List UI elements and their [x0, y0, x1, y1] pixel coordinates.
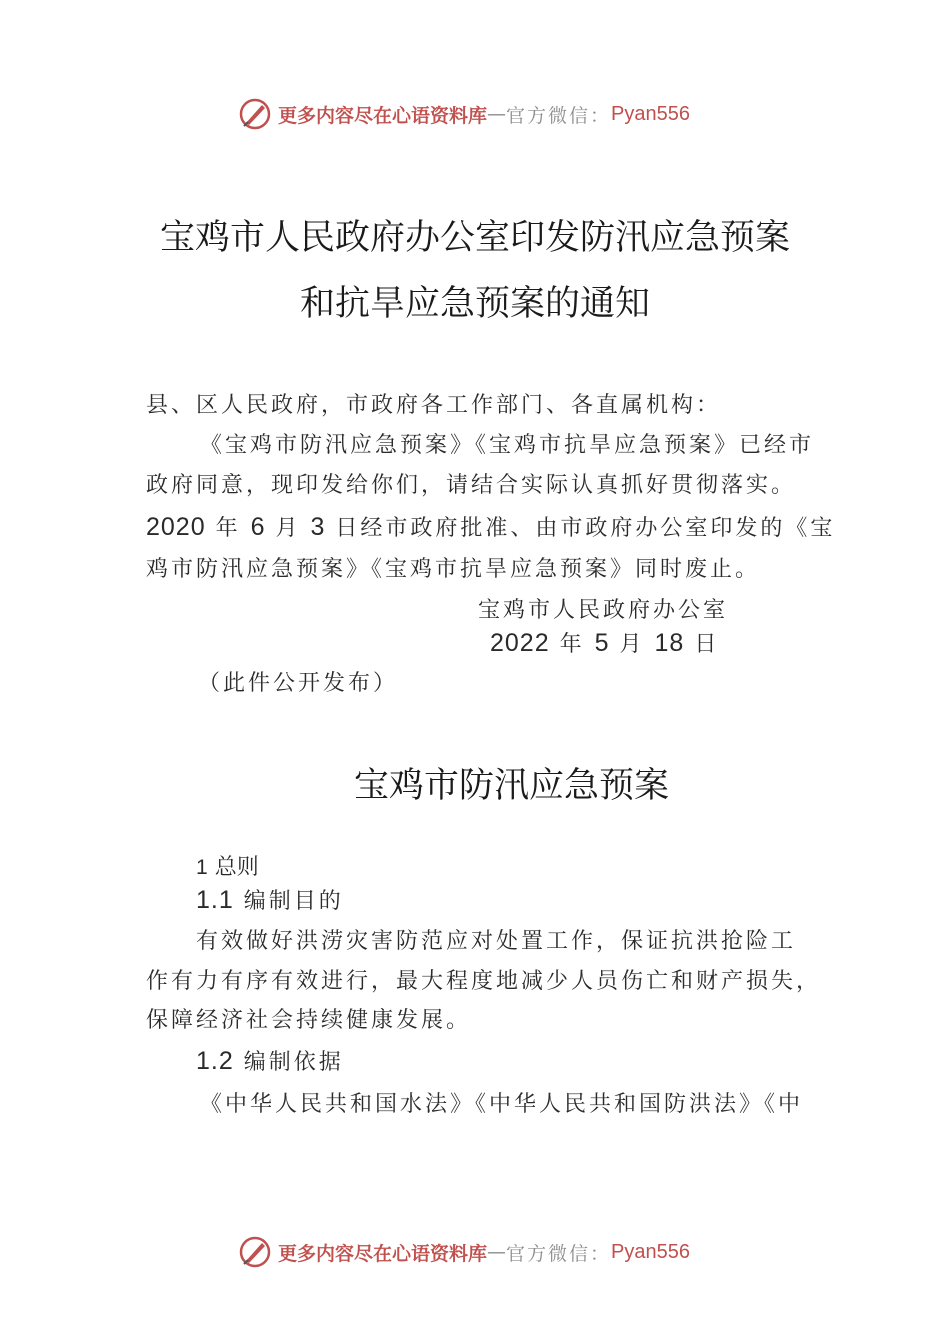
- section-1-heading: [196, 850, 259, 881]
- notice-para2-line2: 鸡市防汛应急预案》《宝鸡市抗旱应急预案》同时废止。: [146, 557, 761, 582]
- notice-title-line2: 和抗旱应急预案的通知: [300, 284, 651, 324]
- section-1-1-line1: 有效做好洪涝灾害防范应对处置工作，保证抗洪抢险工: [196, 929, 797, 954]
- repeal-month-unit: 月: [265, 516, 311, 541]
- notice-date: [490, 627, 719, 658]
- section-1-1-number: 1.1: [196, 886, 234, 914]
- watermark-wechat-id: Pyan556: [611, 102, 690, 125]
- notice-disclosure: （此件公开发布）: [198, 671, 399, 696]
- notice-addressee: 县、区人民政府，市政府各工作部门、各直属机构：: [146, 393, 722, 418]
- section-1-1-line3: 保障经济社会持续健康发展。: [146, 1008, 472, 1033]
- section-1-1-label: 编制目的: [233, 889, 344, 914]
- repeal-day: 3: [310, 513, 326, 541]
- date-year: 2022: [490, 629, 550, 657]
- repeal-year: 2020: [146, 513, 206, 541]
- date-month: 5: [594, 629, 610, 657]
- section-1-2-line1: 《中华人民共和国水法》《中华人民共和国防洪法》《中: [200, 1092, 804, 1117]
- date-month-unit: 月: [609, 632, 655, 657]
- plan-title: 宝鸡市防汛应急预案: [354, 766, 670, 806]
- repeal-text: 日经市政府批准、由市政府办公室印发的《宝: [325, 516, 836, 541]
- section-1-1-line2: 作有力有序有效进行，最大程度地减少人员伤亡和财产损失，: [146, 969, 822, 994]
- section-1-2-heading: [196, 1045, 344, 1076]
- repeal-month: 6: [250, 513, 266, 541]
- watermark-separator: —: [487, 1241, 507, 1263]
- date-year-unit: 年: [549, 632, 595, 657]
- section-1-2-label: 编制依据: [233, 1050, 344, 1075]
- watermark-wechat-id: Pyan556: [611, 1240, 690, 1263]
- notice-para1-line1: 《宝鸡市防汛应急预案》《宝鸡市抗旱应急预案》已经市: [200, 433, 815, 458]
- quill-seal-icon: [238, 97, 272, 131]
- notice-para1-line2: 政府同意，现印发给你们，请结合实际认真抓好贯彻落实。: [146, 473, 797, 498]
- watermark-banner-top: [238, 96, 690, 132]
- section-1-number: 1: [196, 856, 208, 879]
- date-day-unit: 日: [684, 632, 720, 657]
- watermark-wechat-label: 官方微信：: [506, 104, 612, 127]
- quill-seal-icon: [238, 1235, 272, 1269]
- repeal-year-unit: 年: [205, 516, 251, 541]
- date-day: 18: [654, 629, 685, 657]
- watermark-separator: —: [487, 103, 507, 125]
- watermark-brand: 更多内容尽在心语资料库: [278, 1242, 488, 1265]
- section-1-1-heading: [196, 884, 344, 915]
- section-1-label: 总则: [214, 855, 259, 880]
- notice-signer: 宝鸡市人民政府办公室: [478, 598, 729, 623]
- watermark-banner-bottom: [238, 1234, 690, 1270]
- watermark-brand: 更多内容尽在心语资料库: [278, 104, 488, 127]
- notice-para2-line1: [146, 511, 835, 542]
- section-1-2-number: 1.2: [196, 1047, 234, 1075]
- watermark-wechat-label: 官方微信：: [506, 1242, 612, 1265]
- notice-title-line1: 宝鸡市人民政府办公室印发防汛应急预案: [160, 218, 791, 258]
